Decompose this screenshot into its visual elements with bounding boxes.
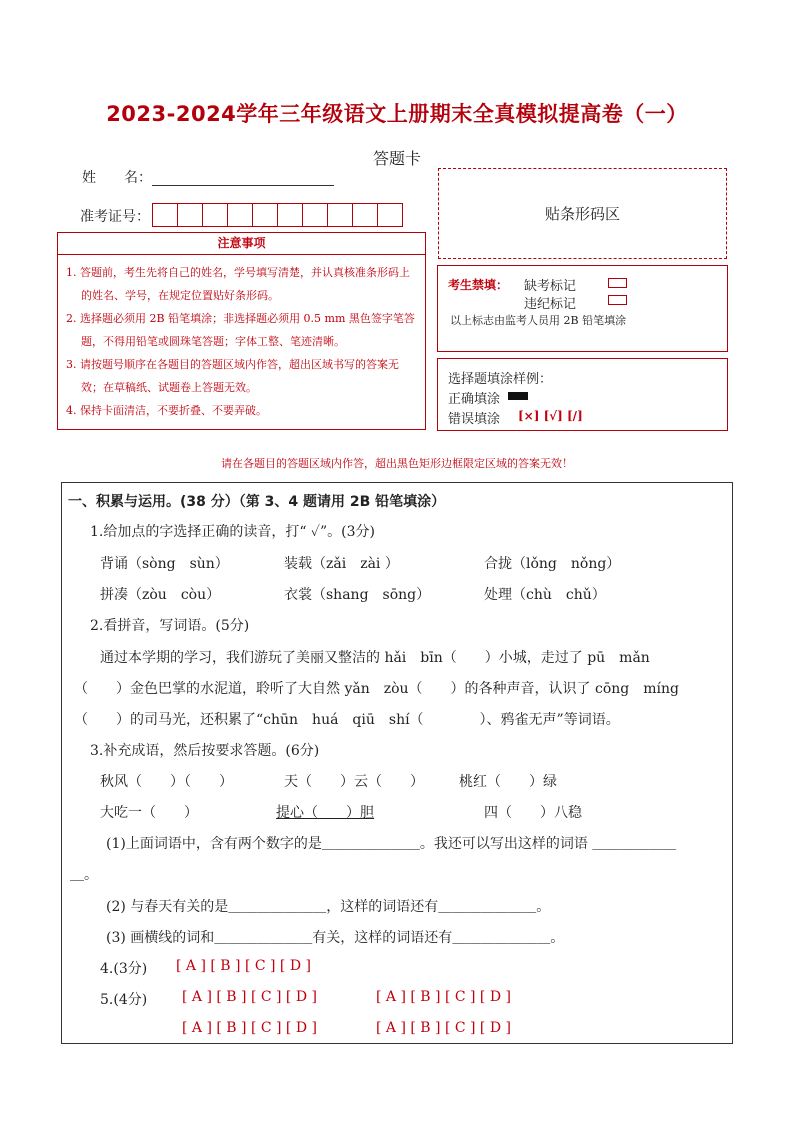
wrong-fill-label: 错误填涂: [448, 412, 501, 427]
q3-subquestion: (2) 与春天有关的是＿＿＿＿＿＿＿，这样的词语还有＿＿＿＿＿＿＿。: [106, 899, 551, 915]
q3-subquestion: (3) 画横线的词和＿＿＿＿＿＿＿有关，这样的词语还有＿＿＿＿＿＿＿。: [106, 930, 565, 946]
q5-options[interactable]: [ A ] [ B ] [ C ] [ D ]: [376, 1020, 511, 1036]
id-digit-box[interactable]: [227, 203, 253, 227]
forbidden-label: 考生禁填：: [448, 278, 509, 292]
sample-heading: 选择题填涂样例：: [448, 372, 553, 387]
q5-options[interactable]: [ A ] [ B ] [ C ] [ D ]: [182, 1020, 317, 1036]
id-digit-box[interactable]: [252, 203, 278, 227]
notice-item: 3. 请按题号顺序在各题目的答题区域内作答，超出区域书写的答案无效；在草稿纸、试题卷上答题无效。: [66, 358, 399, 394]
q2-line: （ ）金色巴掌的水泥道，聆听了大自然 yǎn zòu（ ）的各种声音，认识了 cōng míng: [74, 681, 679, 697]
exam-id-label: 准考证号：: [80, 209, 150, 225]
q1-item: 衣裳（shang sōng）: [284, 587, 431, 603]
violation-mark-box[interactable]: [608, 295, 627, 305]
q1-item: 装载（zǎi zài ）: [284, 556, 399, 572]
name-field[interactable]: [152, 184, 334, 186]
id-digit-box[interactable]: [152, 203, 178, 227]
q3-subquestion-cont: ＿。: [70, 867, 98, 883]
section-1-answer-area: [61, 482, 733, 1044]
q3-idiom: 大吃一（ ）: [100, 805, 198, 821]
exam-id-boxes[interactable]: [152, 203, 402, 227]
q3-idiom: 秋风（ ）（ ）: [100, 774, 233, 790]
q3-subquestion: (1)上面词语中，含有两个数字的是＿＿＿＿＿＿＿。我还可以写出这样的词语 ＿＿＿＿＿＿: [106, 836, 677, 852]
correct-fill-sample: [508, 392, 528, 400]
section-heading: 一、积累与运用。(38 分）（第 3、4 题请用 2B 铅笔填涂）: [68, 494, 446, 510]
absent-mark-label: 缺考标记: [524, 279, 577, 294]
id-digit-box[interactable]: [277, 203, 303, 227]
question-1: 1.给加点的字选择正确的读音，打“ ✓”。(3分): [90, 524, 375, 540]
q1-item: 合拢（lǒng nǒng）: [484, 556, 621, 572]
q4-options[interactable]: [ A ] [ B ] [ C ] [ D ]: [176, 958, 311, 974]
q2-line: 通过本学期的学习，我们游玩了美丽又整洁的 hǎi bīn（ ）小城，走过了 pū mǎn: [100, 650, 650, 666]
q5-options[interactable]: [ A ] [ B ] [ C ] [ D ]: [376, 989, 511, 1005]
candidate-forbidden-box: [437, 265, 728, 352]
q1-item: 背诵（sòng sùn）: [100, 556, 229, 572]
q3-idiom-underlined: 提心（ ）胆: [276, 805, 374, 821]
correct-fill-label: 正确填涂: [448, 392, 501, 407]
notice-heading: 注意事项: [58, 233, 425, 255]
q3-idiom: 四（ ）八稳: [484, 805, 582, 821]
id-digit-box[interactable]: [302, 203, 328, 227]
q2-line: （ ）的司马光，还积累了“chūn huá qiū shí（ ）、鸦雀无声”等词语。: [74, 712, 620, 728]
question-5-label: 5.(4分): [100, 992, 148, 1008]
name-label: 姓 名：: [82, 170, 152, 186]
fill-sample-box: [437, 358, 728, 431]
page-title: 2023-2024学年三年级语文上册期末全真模拟提高卷（一）: [106, 102, 688, 126]
absent-mark-box[interactable]: [608, 278, 627, 288]
q3-idiom: 桃红（ ）绿: [459, 774, 557, 790]
wrong-fill-marks: [×] [√] [/]: [518, 409, 583, 423]
question-2: 2.看拼音，写词语。(5分): [90, 618, 250, 634]
id-digit-box[interactable]: [377, 203, 403, 227]
answer-area-warning: 请在各题目的答题区域内作答，超出黑色矩形边框限定区域的答案无效！: [221, 457, 573, 470]
answer-card-subtitle: 答题卡: [372, 149, 421, 168]
barcode-area: 贴条形码区: [438, 168, 727, 259]
question-4-label: 4.(3分): [100, 961, 148, 977]
id-digit-box[interactable]: [177, 203, 203, 227]
forbidden-note: 以上标志由监考人员用 2B 铅笔填涂: [450, 314, 627, 327]
q1-item: 处理（chù chǔ）: [484, 587, 606, 603]
q5-options[interactable]: [ A ] [ B ] [ C ] [ D ]: [182, 989, 317, 1005]
id-digit-box[interactable]: [202, 203, 228, 227]
notice-item: 1. 答题前，考生先将自己的姓名，学号填写清楚，并认真核准条形码上的姓名、学号，在规定位置贴好条形码。: [66, 266, 410, 302]
q1-item: 拼凑（zòu còu）: [100, 587, 221, 603]
id-digit-box[interactable]: [327, 203, 353, 227]
q3-idiom: 天（ ）云（ ）: [284, 774, 424, 790]
notice-item: 2. 选择题必须用 2B 铅笔填涂；非选择题必须用 0.5 mm 黑色签字笔答题，不得用铅笔或圆珠笔答题；字体工整、笔迹清晰。: [66, 312, 415, 348]
notice-item: 4. 保持卡面清洁，不要折叠、不要弄破。: [66, 404, 267, 417]
violation-mark-label: 违纪标记: [524, 297, 577, 312]
notice-box: [57, 232, 426, 430]
id-digit-box[interactable]: [352, 203, 378, 227]
question-3: 3.补充成语，然后按要求答题。(6分): [90, 743, 320, 759]
